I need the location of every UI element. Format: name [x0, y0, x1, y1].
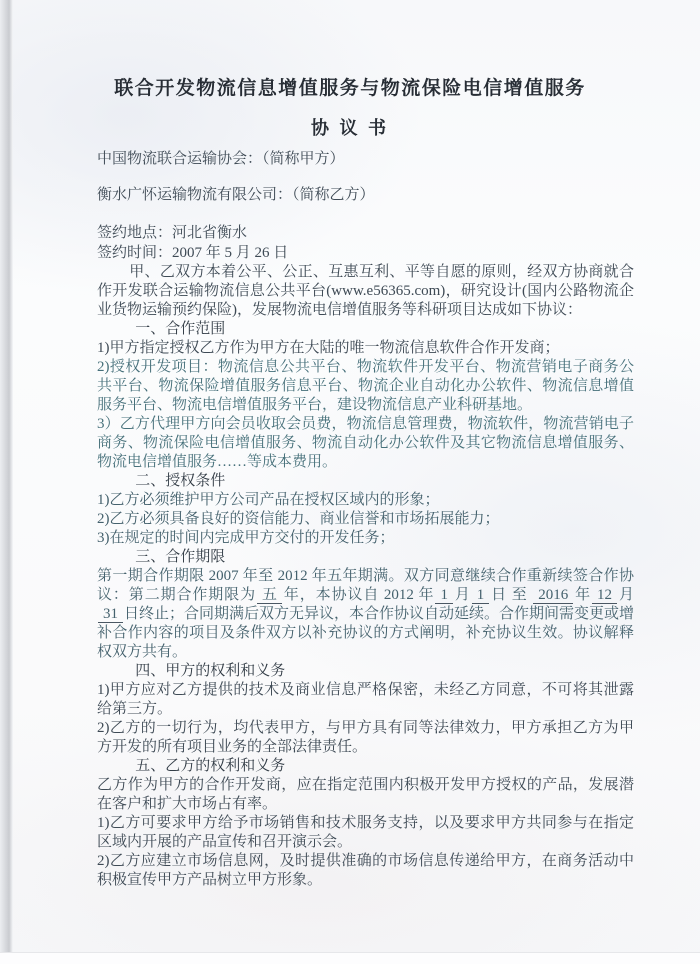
- section1-item-2: 2)授权开发项目：物流信息公共平台、物流软件开发平台、物流营销电子商务公共平台、物流保险增值服务信息平台、物流企业自动化办公软件、物流信息增值服务平台、物流电信增值服务平台，建设物流信息产业科研基地。: [97, 359, 634, 413]
- term-text-7: 日终止；合同期满后双方无异议，本合作协议自动延续。合作期间需变更或增补合作内容的项目及条件双方以补充协议的方式阐明，补充协议生效。协议解释权双方共有。: [97, 606, 635, 660]
- document-body: [97, 150, 634, 890]
- term-text-5: 年: [574, 587, 592, 603]
- scanner-bottom-edge: [0, 952, 700, 964]
- section5-intro: 乙方作为甲方的合作开发商，应在指定范围内积极开发甲方授权的产品，发展潜在客户和扩大市场占有率。: [97, 777, 634, 812]
- section5-item-1: 1)乙方可要求甲方给予市场销售和技术服务支持，以及要求甲方共同参与在指定区域内开展的产品宣传和召开演示会。: [97, 815, 634, 850]
- term-blank-years: 五: [257, 587, 282, 604]
- section3-heading: 三、合作期限: [135, 549, 226, 565]
- signing-date-line: 签约时间：2007 年 5 月 26 日: [97, 245, 289, 261]
- section2-item-2: 2)乙方必须具备良好的资信能力、商业信誉和市场拓展能力；: [97, 511, 500, 527]
- term-text-2: 年，本协议自 2012 年: [282, 587, 435, 603]
- section3-term-paragraph: [97, 567, 634, 662]
- section2-item-3: 3)在规定的时间内完成甲方交付的开发任务；: [97, 530, 395, 546]
- section4-item-2: 2)乙方的一切行为，均代表甲方，与甲方具有同等法律效力，甲方承担乙方为甲方开发的所有项目业务的全部法律责任。: [97, 720, 634, 755]
- section5-heading: 五、乙方的权利和义务: [135, 758, 286, 774]
- term-blank-end-year: 2016: [533, 587, 573, 604]
- document-title-line1: 联合开发物流信息增值服务与物流保险电信增值服务: [114, 78, 586, 99]
- section2-item-1: 1)乙方必须维护甲方公司产品在授权区域内的形象；: [97, 492, 440, 508]
- term-blank-end-month: 12: [592, 587, 617, 604]
- document-title-block: [0, 0, 700, 139]
- party-b-line: 衡水广怀运输物流有限公司：（简称乙方）: [97, 187, 375, 203]
- term-text-6: 月: [618, 587, 634, 603]
- section5-item-2: 2)乙方应建立市场信息网，及时提供准确的市场信息传递给甲方，在商务活动中积极宣传甲方产品树立甲方形象。: [97, 853, 634, 888]
- scanner-left-edge: [0, 0, 13, 964]
- preamble-paragraph: 甲、乙双方本着公平、公正、互惠互利、平等自愿的原则，经双方协商就合作开发联合运输物流信息公共平台(www.e56365.com)，研究设计(国内公路物流企业货物运输预约保险)，发展物流电信增值服务等科研项目达成如下协议：: [97, 264, 634, 318]
- section4-heading: 四、甲方的权利和义务: [135, 663, 286, 679]
- term-text-4: 日 至: [490, 587, 528, 603]
- document-title-line2: 协 议 书: [311, 118, 389, 138]
- section1-heading: 一、合作范围: [135, 321, 226, 337]
- term-blank-end-day: 31: [98, 606, 123, 623]
- term-blank-start-month: 1: [435, 587, 453, 604]
- term-text-1: 第一期合作期限 2007 年至 2012 年五年期满。双方同意继续合作重新续签合作协议：第二期合作期限为: [97, 568, 634, 603]
- section4-item-1: 1)甲方应对乙方提供的技术及商业信息严格保密，未经乙方同意，不可将其泄露给第三方。: [97, 682, 634, 717]
- term-blank-start-day: 1: [472, 587, 490, 604]
- signing-place-line: 签约地点：河北省衡水: [97, 225, 248, 241]
- signing-info-block: [97, 223, 634, 263]
- section1-item-1: 1)甲方指定授权乙方作为甲方在大陆的唯一物流信息软件合作开发商；: [97, 340, 560, 356]
- term-text-3: 月: [453, 587, 471, 603]
- section2-heading: 二、授权条件: [135, 473, 226, 489]
- party-a-line: 中国物流联合运输协会：（简称甲方）: [97, 151, 345, 167]
- section1-item-3: 3）乙方代理甲方向会员收取会员费，物流信息管理费，物流软件，物流营销电子商务、物流保险电信增值服务、物流自动化办公软件及其它物流信息增值服务、物流电信增值服务……等成本费用。: [97, 416, 634, 470]
